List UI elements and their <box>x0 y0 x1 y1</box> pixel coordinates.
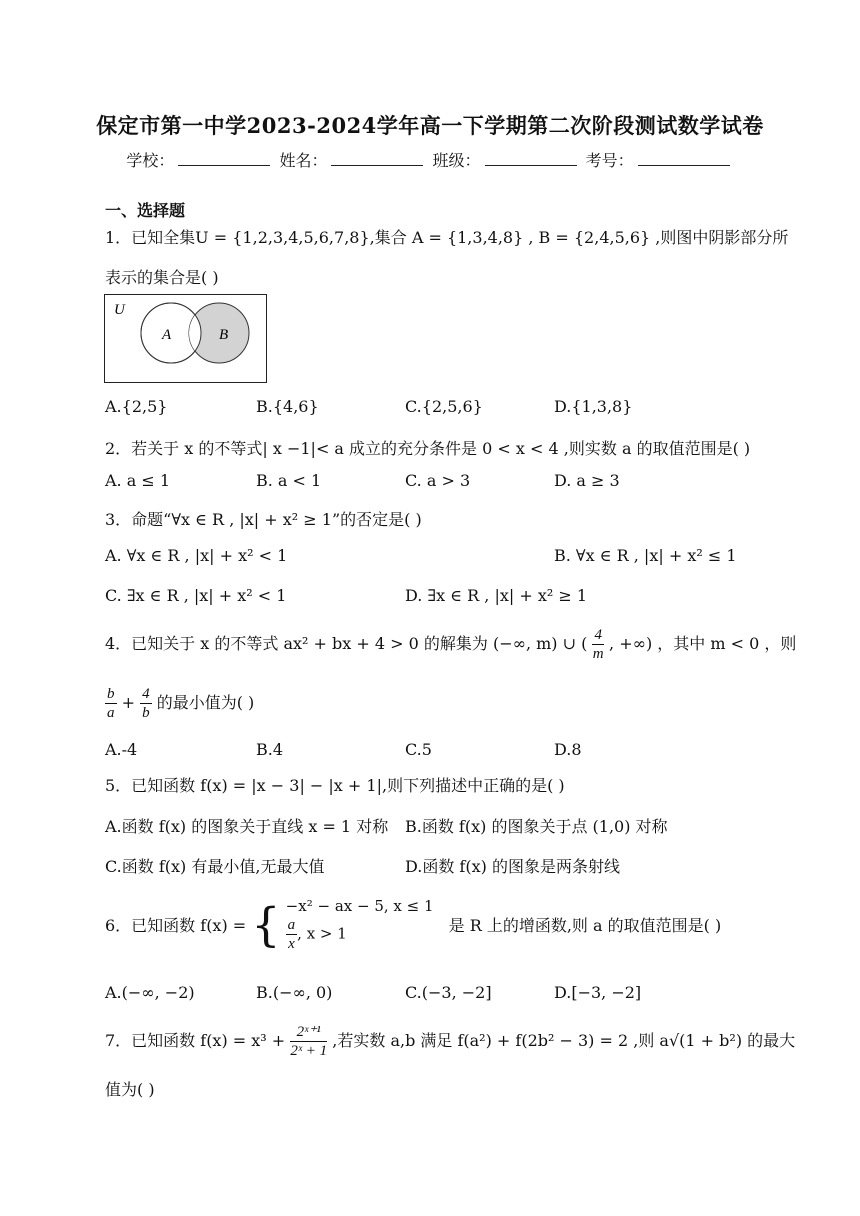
question-2-line: 2．若关于 x 的不等式| x −1|< a 成立的充分条件是 0 < x < 4 ,则实数 a 的取值范围是( ) <box>105 439 751 458</box>
section-heading: 一、选择题 <box>105 201 186 220</box>
q4-text-c: 的最小值为( ) <box>156 693 255 712</box>
q4-text-a: 4．已知关于 x 的不等式 ax² + bx + 4 > 0 的解集为 (−∞, m) ∪ ( <box>105 634 588 653</box>
venn-diagram <box>104 294 268 384</box>
student-info-row <box>0 148 860 171</box>
q1-option-a[interactable]: A.{2,5} <box>105 397 168 416</box>
q3-option-c[interactable]: C. ∃x ∈ R , |x| + x² < 1 <box>105 586 287 605</box>
venn-label-u: U <box>114 302 125 318</box>
q4-text-b: , +∞) ，其中 m < 0 ，则 <box>609 634 797 653</box>
q5-option-a[interactable]: A.函数 f(x) 的图象关于直线 x = 1 对称 <box>105 817 389 836</box>
name-label: 姓名： <box>279 151 328 170</box>
q6-option-d[interactable]: D.[−3, −2] <box>554 983 642 1002</box>
q1-option-b[interactable]: B.{4,6} <box>256 397 319 416</box>
q5-option-d[interactable]: D.函数 f(x) 的图象是两条射线 <box>405 857 620 876</box>
q2-option-d[interactable]: D. a ≥ 3 <box>554 471 620 490</box>
q1-option-d[interactable]: D.{1,3,8} <box>554 397 633 416</box>
q6-piecewise <box>286 896 434 953</box>
q4-fraction-4-over-b: $\frac{4}{b}$ <box>142 686 150 721</box>
school-label: 学校： <box>126 151 175 170</box>
q7-middle: ,若实数 a,b 满足 f(a²) + f(2b² − 3) = 2 ,则 a√(1 + b²) 的最大 <box>332 1031 796 1050</box>
q4-fraction-4-over-m: $\frac{4}{m}$ <box>592 627 604 662</box>
q4-fraction-b-over-a: $\frac{b}{a}$ <box>107 686 115 721</box>
q4-plus: + <box>121 693 135 712</box>
q6-suffix: 是 R 上的增函数,则 a 的取值范围是( ) <box>448 916 722 935</box>
question-1-line-2: 表示的集合是( ) <box>105 268 219 287</box>
question-7-line-2: 值为( ) <box>105 1080 155 1099</box>
question-1-line-1: 1．已知全集U = {1,2,3,4,5,6,7,8},集合 A = {1,3,4,8} , B = {2,4,5,6} ,则图中阴影部分所 <box>105 228 789 247</box>
q7-fraction: $\frac{\text{2ˣ⁺¹}}{\text{2ˣ + 1}}$ <box>290 1024 328 1059</box>
q3-option-a[interactable]: A. ∀x ∈ R , |x| + x² < 1 <box>105 546 288 565</box>
school-blank <box>178 153 270 166</box>
q6-option-c[interactable]: C.(−3, −2] <box>405 983 492 1002</box>
q6-option-a[interactable]: A.(−∞, −2) <box>105 983 195 1002</box>
question-3-line: 3．命题“∀x ∈ R , |x| + x² ≥ 1”的否定是( ) <box>105 510 422 529</box>
q2-option-b[interactable]: B. a < 1 <box>256 471 322 490</box>
question-4-line-2 <box>105 685 254 722</box>
q3-option-b[interactable]: B. ∀x ∈ R , |x| + x² ≤ 1 <box>554 546 737 565</box>
q5-option-c[interactable]: C.函数 f(x) 有最小值,无最大值 <box>105 857 325 876</box>
name-blank <box>331 153 423 166</box>
q5-option-b[interactable]: B.函数 f(x) 的图象关于点 (1,0) 对称 <box>405 817 668 836</box>
q4-option-c[interactable]: C.5 <box>405 740 432 759</box>
question-4-line-1 <box>105 626 796 663</box>
q7-prefix: 7．已知函数 f(x) = x³ + <box>105 1031 286 1050</box>
q6-case-2: $\frac{a}{x}$ , x > 1 <box>287 917 347 952</box>
q6-brace: { <box>251 897 281 952</box>
venn-label-b: B <box>219 327 229 343</box>
q2-option-a[interactable]: A. a ≤ 1 <box>105 471 171 490</box>
q1-option-c[interactable]: C.{2,5,6} <box>405 397 483 416</box>
q2-option-c[interactable]: C. a > 3 <box>405 471 471 490</box>
question-7-line-1 <box>105 1023 795 1060</box>
question-6-line <box>105 896 721 962</box>
class-label: 班级： <box>432 151 481 170</box>
venn-label-a: A <box>162 327 172 343</box>
number-blank <box>638 153 730 166</box>
question-5-line: 5．已知函数 f(x) = |x − 3| − |x + 1|,则下列描述中正确的是( ) <box>105 776 565 795</box>
q6-option-b[interactable]: B.(−∞, 0) <box>256 983 333 1002</box>
class-blank <box>485 153 577 166</box>
q6-prefix: 6．已知函数 f(x) = <box>105 916 247 935</box>
q4-option-a[interactable]: A.-4 <box>105 740 138 759</box>
q3-option-d[interactable]: D. ∃x ∈ R , |x| + x² ≥ 1 <box>405 586 588 605</box>
q4-option-d[interactable]: D.8 <box>554 740 582 759</box>
number-label: 考号： <box>585 151 634 170</box>
q4-option-b[interactable]: B.4 <box>256 740 284 759</box>
q6-fraction-a-over-x: $\frac{a}{x}$ <box>287 917 296 952</box>
exam-title: 保定市第一中学2023-2024学年高一下学期第二次阶段测试数学试卷 <box>96 113 764 138</box>
q6-case-1: −x² − ax − 5, x ≤ 1 <box>285 897 434 915</box>
